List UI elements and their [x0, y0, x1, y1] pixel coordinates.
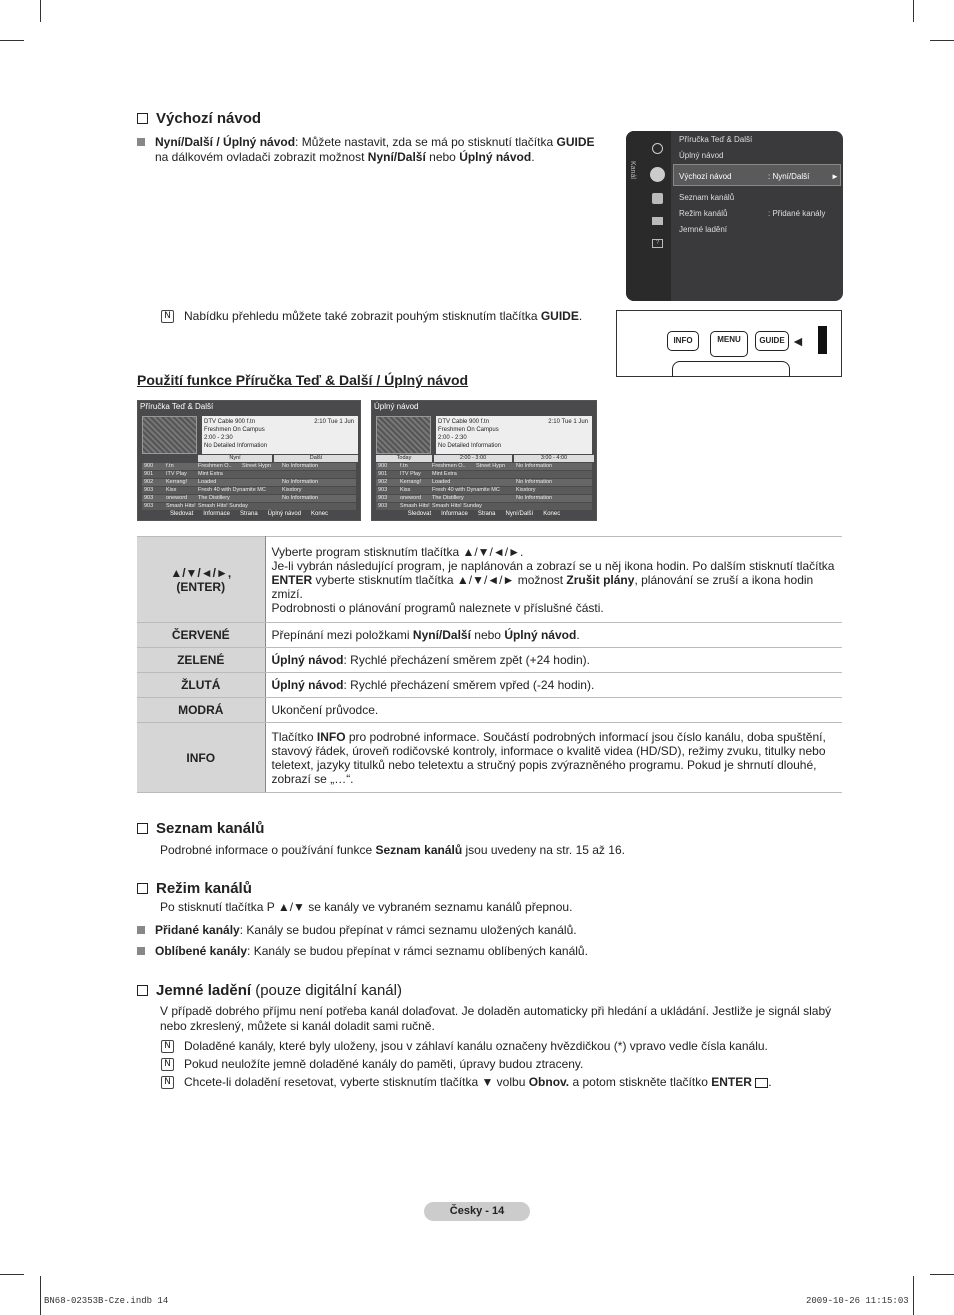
osd-footer: Sledovat Informace Strana Úplný návod Konec [169, 511, 329, 517]
guide-channel-number: 903 [378, 495, 388, 501]
guide-program-next: Kisstory [282, 487, 302, 493]
guide-program-next: No Information [516, 479, 553, 485]
guide-channel-number: 900 [378, 463, 388, 469]
guide-row[interactable] [376, 471, 592, 478]
remote-menu-button: MENU [710, 331, 748, 357]
guide-channel-name: Smash Hits! [400, 503, 430, 509]
guide-program-next: No Information [516, 495, 553, 501]
table-row [137, 537, 842, 623]
table-value: Přepínání mezi položkami Nyní/Další nebo Úplný návod. [265, 623, 842, 648]
table-row [137, 698, 842, 723]
guide-program-mid [240, 471, 280, 478]
note-icon: N [161, 1058, 174, 1071]
guide-program-now: Mint Extra [198, 471, 223, 477]
section-title-default-guide: Výchozí návod [137, 110, 261, 127]
guide-channel-name: Kerrang! [400, 479, 422, 485]
checkbox-icon [137, 823, 148, 834]
table-key: INFO [137, 723, 265, 793]
guide-row[interactable] [142, 463, 356, 470]
guide-program-now: Mint Extra [432, 471, 457, 477]
arrow-right-icon: ► [831, 172, 839, 181]
osd-time: 2:10 Tue 1 Jun [314, 419, 354, 425]
table-key: MODRÁ [137, 698, 265, 723]
menu-item-channel-mode-value: : Přidané kanály [768, 209, 826, 218]
guide-program-mid [474, 471, 514, 478]
menu-side-label: Kanál [629, 161, 636, 179]
note-icon: N [161, 1040, 174, 1053]
guide-channel-number: 903 [378, 503, 388, 509]
guide-channel-name: ITV Play [166, 471, 187, 477]
guide-channel-name: Kiss [400, 487, 411, 493]
table-row [137, 648, 842, 673]
guide-program-now: Freshmen O.. [432, 463, 466, 469]
guide-row[interactable] [142, 471, 356, 478]
osd-col-b: 3:00 - 4:00 [514, 455, 594, 462]
menu-item-channel-list[interactable]: Seznam kanálů [679, 193, 735, 202]
remote-illustration [616, 310, 842, 377]
osd-info-panel: DTV Cable 900 f.tn Freshmen On Campus 2:00 - 2:30 No Detailed Information 2:10 Tue 1 Jun [436, 416, 592, 454]
bullet-square-icon [137, 138, 145, 146]
table-value: Úplný návod: Rychlé přecházení směrem zpět (+24 hodin). [265, 648, 842, 673]
checkbox-icon [137, 883, 148, 894]
guide-row[interactable] [376, 479, 592, 486]
guide-row[interactable] [142, 487, 356, 494]
guide-channel-name: oneword [400, 495, 422, 501]
checkbox-icon [137, 985, 148, 996]
guide-program-now: Smash Hits! Sunday [198, 503, 248, 509]
note-icon: N [161, 310, 174, 323]
guide-channel-name: f.tn [166, 463, 174, 469]
guide-program-mid [474, 495, 514, 502]
support-icon: ? [652, 239, 663, 248]
print-timestamp: 2009-10-26 11:15:03 [806, 1296, 909, 1306]
menu-item-now-next[interactable]: Příručka Teď & Další [679, 135, 753, 144]
guide-channel-number: 903 [144, 495, 154, 501]
channel-mode-intro: Po stisknutí tlačítka P ▲/▼ se kanály ve vybraném seznamu kanálů přepnou. [160, 900, 573, 914]
input-icon [652, 217, 663, 225]
guide-program-now: The Distillery [198, 495, 230, 501]
guide-program-now: Loaded [198, 479, 217, 485]
guide-channel-number: 903 [144, 487, 154, 493]
remote-bottom-buttons [672, 361, 790, 377]
guide-channel-number: 901 [378, 471, 388, 477]
guide-program-mid [240, 479, 280, 486]
guide-program-next: No Information [282, 479, 319, 485]
osd-video-thumbnail [142, 416, 197, 454]
pointer-bar-icon [818, 326, 827, 354]
osd-footer: Sledovat Informace Strana Nyní/Další Konec [407, 511, 561, 517]
osd-col-today: Today [376, 455, 432, 462]
table-value: Tlačítko INFO pro podrobné informace. Součástí podrobných informací jsou číslo kanálu, doba spuštění, stavový řádek, úroveň rodičovské kontroly, informace o kvalitě videa (HD/SD), režimy zvuku, titulky nebo teletext, jazyky titulků nebo teletextu a stručný popis zvýrazněného programu. Pokud je shrnutí dlouhé, zobrazí se „…“. [265, 723, 842, 793]
picture-icon [652, 143, 663, 154]
section-title-channel-mode: Režim kanálů [137, 880, 252, 897]
osd-now-next-title: Příručka Teď & Další [140, 402, 214, 411]
guide-program-next [280, 471, 356, 478]
menu-item-channel-mode[interactable]: Režim kanálů [679, 209, 728, 218]
fine-tune-paragraph: V případě dobrého příjmu není potřeba kanál dolaďovat. Je doladěn automaticky při hledání a ukládání. Jestliže je signál slabý nebo zkreslený, můžete si kanál doladit sami ručně. [160, 1004, 832, 1033]
guide-program-next: Kisstory [516, 487, 536, 493]
guide-row[interactable] [376, 463, 592, 470]
remote-info-button: INFO [667, 331, 699, 351]
guide-channel-name: f.tn [400, 463, 408, 469]
guide-program-mid [240, 487, 280, 494]
remote-guide-button: GUIDE [755, 331, 789, 351]
guide-program-now: Loaded [432, 479, 451, 485]
print-file-label: BN68-02353B-Cze.indb 14 [44, 1296, 169, 1306]
bullet-added-channels: Přidané kanály: Kanály se budou přepínat v rámci seznamu uložených kanálů. [137, 923, 577, 938]
guide-program-mid [474, 479, 514, 486]
note-fine-tune-2: N Pokud neuložíte jemně doladěné kanály do paměti, úpravy budou ztraceny. [161, 1057, 841, 1072]
table-value: Ukončení průvodce. [265, 698, 842, 723]
bullet-default-guide: Nyní/Další / Úplný návod: Můžete nastavit, zda se má po stisknutí tlačítka GUIDE na dálkovém ovladači zobrazit možnost Nyní/Další nebo Úplný návod. [137, 135, 597, 165]
channel-menu-screenshot [626, 131, 843, 301]
channel-icon [650, 167, 665, 182]
guide-channel-name: Kiss [166, 487, 177, 493]
osd-time: 2:10 Tue 1 Jun [548, 419, 588, 425]
table-value: Vyberte program stisknutím tlačítka ▲/▼/◄/►. Je-li vybrán následující program, je naplánován a zobrazí se u něj ikona hodin. Po dalším stisknutí tlačítka ENTER vyberte stisknutím tlačítka ▲/▼/◄/► možnost Zrušit plány, plánování se zruší a ikona hodin zmizí. Podrobnosti o plánování programů naleznete v příslušné části. [265, 537, 842, 623]
table-key: ZELENÉ [137, 648, 265, 673]
guide-row[interactable] [142, 495, 356, 502]
pointer-arrow-icon: ◄ [791, 333, 805, 349]
table-key: ŽLUTÁ [137, 673, 265, 698]
table-row [137, 673, 842, 698]
table-key: ▲/▼/◄/►, (ENTER) [137, 537, 265, 623]
section-title-fine-tune: Jemné ladění (pouze digitální kanál) [137, 982, 402, 999]
guide-channel-number: 901 [144, 471, 154, 477]
guide-program-now: Smash Hits! Sunday [432, 503, 482, 509]
enter-icon [755, 1078, 768, 1088]
button-function-table [137, 536, 842, 793]
osd-col-a: 2:00 - 3:00 [434, 455, 512, 462]
guide-program-mid [474, 487, 514, 494]
section-title-guide-usage: Použití funkce Příručka Teď & Další / Úplný návod [137, 372, 469, 388]
guide-channel-name: Smash Hits! [166, 503, 196, 509]
osd-col-next: Další [274, 455, 358, 462]
osd-video-thumbnail [376, 416, 431, 454]
guide-program-next: No Information [516, 463, 553, 469]
menu-item-fine-tune[interactable]: Jemné ladění [679, 225, 728, 234]
guide-channel-number: 903 [378, 487, 388, 493]
note-guide-button: N Nabídku přehledu můžete také zobrazit pouhým stisknutím tlačítka GUIDE. [161, 309, 601, 324]
guide-channel-number: 903 [144, 503, 154, 509]
guide-channel-name: ITV Play [400, 471, 421, 477]
table-key: ČERVENÉ [137, 623, 265, 648]
osd-info-panel: DTV Cable 900 f.tn Freshmen On Campus 2:00 - 2:30 No Detailed Information 2:10 Tue 1 Jun [202, 416, 358, 454]
note-icon: N [161, 1076, 174, 1089]
menu-item-default-guide[interactable]: Výchozí návod [679, 172, 732, 181]
guide-program-mid: Street Hypn [476, 463, 506, 469]
guide-channel-number: 902 [144, 479, 154, 485]
bullet-favorite-channels: Oblíbené kanály: Kanály se budou přepínat v rámci seznamu oblíbených kanálů. [137, 944, 588, 959]
osd-full-guide [371, 400, 597, 521]
osd-full-guide-title: Úplný návod [374, 402, 419, 411]
guide-channel-number: 900 [144, 463, 154, 469]
table-value: Úplný návod: Rychlé přecházení směrem vpřed (-24 hodin). [265, 673, 842, 698]
section-title-channel-list: Seznam kanálů [137, 820, 264, 837]
guide-program-mid: Street Hypn [242, 463, 272, 469]
note-fine-tune-1: N Doladěné kanály, které byly uloženy, jsou v záhlaví kanálu označeny hvězdičkou (*) vpravo vedle čísla kanálu. [161, 1039, 841, 1054]
guide-program-mid [240, 495, 280, 502]
guide-program-next [514, 471, 592, 478]
guide-channel-number: 902 [378, 479, 388, 485]
guide-channel-name: Kerrang! [166, 479, 188, 485]
bullet-square-icon [137, 947, 145, 955]
setup-gear-icon [652, 193, 663, 204]
menu-item-default-guide-value: : Nyní/Další [768, 172, 810, 181]
channel-list-text: Podrobné informace o používání funkce Seznam kanálů jsou uvedeny na str. 15 až 16. [160, 843, 625, 857]
checkbox-icon [137, 113, 148, 124]
table-row [137, 723, 842, 793]
guide-program-now: Fresh 40 with Dynamite MC [432, 487, 500, 493]
guide-row[interactable] [376, 487, 592, 494]
guide-row[interactable] [142, 479, 356, 486]
guide-channel-name: oneword [166, 495, 188, 501]
bullet-square-icon [137, 926, 145, 934]
table-row [137, 623, 842, 648]
guide-program-now: Freshmen O.. [198, 463, 232, 469]
menu-sidebar [626, 131, 671, 301]
page-number-label: Česky - 14 [424, 1202, 530, 1221]
guide-program-now: The Distillery [432, 495, 464, 501]
guide-program-next: No Information [282, 463, 319, 469]
note-fine-tune-3: N Chcete-li doladění resetovat, vyberte stisknutím tlačítka ▼ volbu Obnov. a potom stiskněte tlačítko ENTER . [161, 1075, 841, 1090]
guide-program-next: No Information [282, 495, 319, 501]
guide-program-now: Fresh 40 with Dynamite MC [198, 487, 266, 493]
menu-item-full-guide[interactable]: Úplný návod [679, 151, 724, 160]
guide-row[interactable] [376, 495, 592, 502]
osd-col-now: Nyní [198, 455, 272, 462]
osd-now-next [137, 400, 361, 521]
